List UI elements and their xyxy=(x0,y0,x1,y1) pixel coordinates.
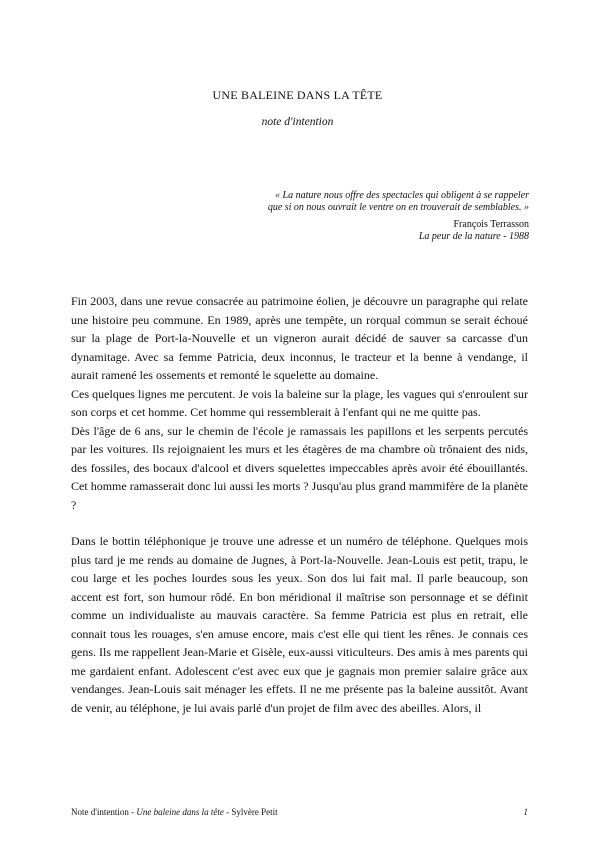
epigraph-quote-line-2: que si on nous ouvrait le ventre on en trouverait de semblables. » xyxy=(267,202,529,213)
footer-title: Une baleine dans la tête xyxy=(136,807,224,817)
page-footer xyxy=(71,807,528,817)
paragraph: Fin 2003, dans une revue consacrée au patrimoine éolien, je découvre un paragraphe qui relate une histoire peu commune. En 1989, après une tempête, un rorqual commun se serait échoué sur la plage de Port-la-Nouvelle et un vigneron aurait décidé de sauver sa carcasse d'un dynamitage. Avec sa femme Patricia, deux inconnus, le tracteur et la benne à vendange, il aurait ramené les ossements et remonté le squelette au domaine. xyxy=(71,294,528,382)
paragraph: Ces quelques lignes me percutent. Je vois la baleine sur la plage, les vagues qui s'enroulent sur son corps et cet homme. Cet homme qui ressemblerait à l'enfant qui ne me quitte pas. xyxy=(71,386,528,419)
epigraph-source: La peur de la nature - 1988 xyxy=(418,231,529,242)
page-number: 1 xyxy=(523,807,528,817)
epigraph xyxy=(189,190,529,243)
page-title: UNE BALEINE DANS LA TÊTE xyxy=(212,88,383,102)
footer-author: - Sylvère Petit xyxy=(223,807,278,817)
paragraph: Dans le bottin téléphonique je trouve une adresse et un numéro de téléphone. Quelques mois plus tard je me rends au domaine de Jugnes, à Port-la-Nouvelle. Jean-Louis est petit, trapu, le cou large et les poches lourdes sous les yeux. Son dos lui fait mal. Il parle beaucoup, son accent est fort, son humour rôdé. En bon méridional il maîtrise son personnage et se définit comme un individualiste au mauvais caractère. Sa femme Patricia est plus en retrait, elle connait tous les rouages, s'en amuse encore, mais c'est elle qui tient les rênes. Je connais ces gens. Ils me rappellent Jean-Marie et Gisèle, eux-aussi viticulteurs. Des amis à mes parents qui me gardaient enfant. Adolescent c'est avec eux que je gagnais mon premier salaire grâce aux vendanges. Jean-Louis sait ménager les effets. Il ne me présente pas la baleine aussitôt. Avant de venir, au téléphone, je lui avais parlé d'un projet de film avec des abeilles. Alors, il xyxy=(71,534,528,715)
epigraph-quote-line-1: « La nature nous offre des spectacles qui obligent à se rappeler xyxy=(275,190,529,201)
footer-prefix: Note d'intention - xyxy=(71,807,137,817)
body-text xyxy=(71,292,528,717)
epigraph-author: François Terrasson xyxy=(453,219,529,230)
paragraph: Dès l'âge de 6 ans, sur le chemin de l'école je ramassais les papillons et les serpents percutés par les voitures. Ils rejoignaient les murs et les étagères de ma chambre où trônaient des nids, des fossiles, des bocaux d'alcool et divers squelettes impeccables après avoir été ébouillantés. Cet homme ramasserait donc lui aussi les morts ? Jusqu'au plus grand mammifère de la planète ? xyxy=(71,423,528,512)
page-subtitle: note d'intention xyxy=(261,116,334,128)
footer-reference xyxy=(71,807,278,817)
